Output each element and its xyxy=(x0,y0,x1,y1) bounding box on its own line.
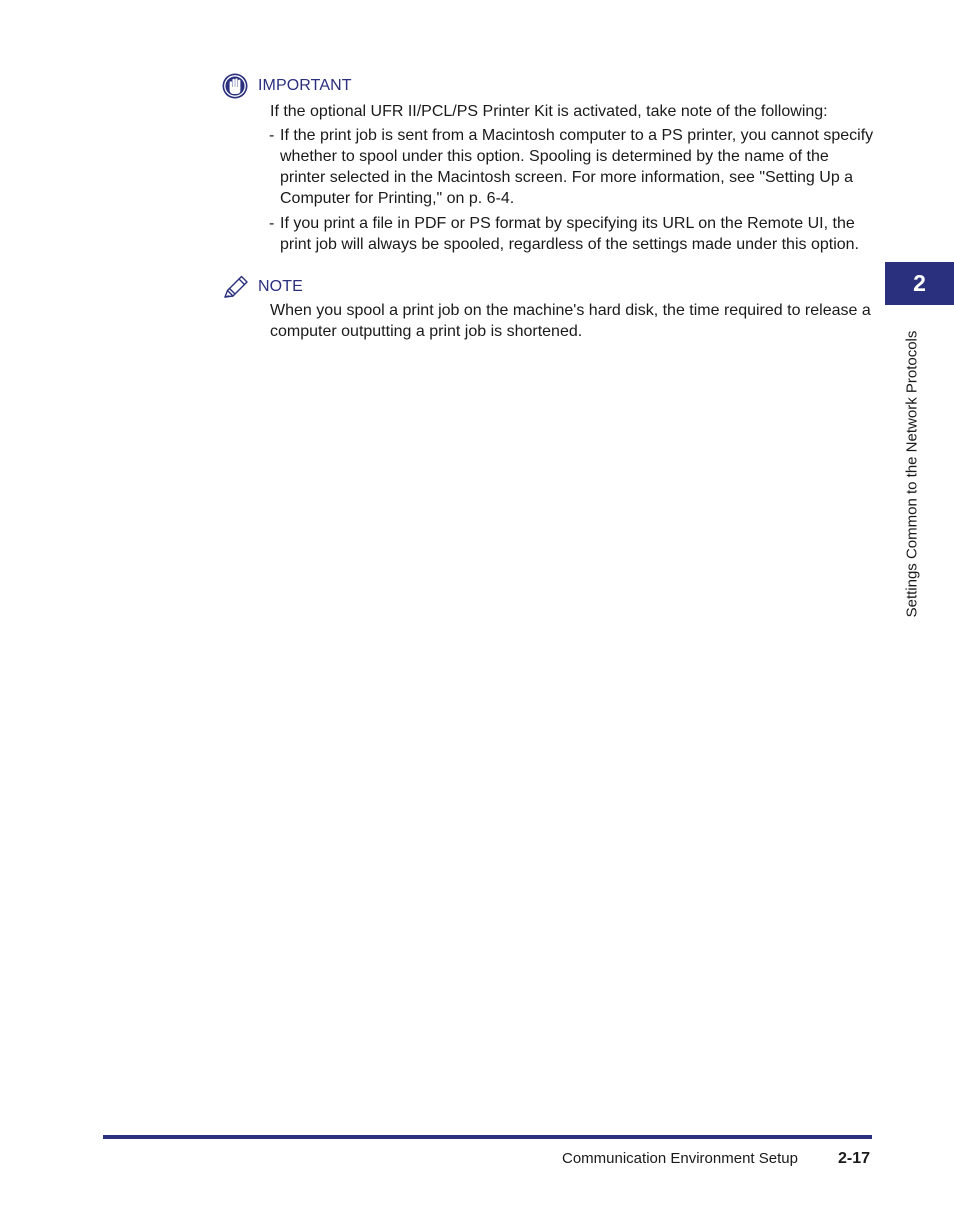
important-heading xyxy=(222,73,352,99)
bullet-text: If the print job is sent from a Macintosh computer to a PS printer, you cannot specify whether to spool under this option. Spooling is determined by the name of the printer selected in the Macintosh screen. For more information, see "Setting Up a Computer for Printing," on p. 6-4. xyxy=(280,127,874,207)
hand-stop-icon xyxy=(222,73,250,99)
bullet-dash: - xyxy=(269,215,275,232)
important-label: IMPORTANT xyxy=(258,77,352,94)
footer-divider xyxy=(103,1135,872,1139)
note-body-text: When you spool a print job on the machine's hard disk, the time required to release a computer outputting a print job is shortened. xyxy=(270,302,871,340)
pencil-icon xyxy=(222,274,250,300)
chapter-tab xyxy=(885,262,954,305)
note-label: NOTE xyxy=(258,278,303,295)
chapter-side-title: Settings Common to the Network Protocols xyxy=(903,330,921,618)
chapter-number: 2 xyxy=(913,270,926,296)
note-heading xyxy=(222,274,303,300)
page-number: 2-17 xyxy=(838,1150,871,1167)
important-intro-text: If the optional UFR II/PCL/PS Printer Kit is activated, take note of the following: xyxy=(270,103,828,120)
footer-section-title: Communication Environment Setup xyxy=(562,1150,798,1167)
important-bullet-item xyxy=(269,125,875,209)
important-bullet-item xyxy=(269,213,875,255)
bullet-text: If you print a file in PDF or PS format by specifying its URL on the Remote UI, the print job will always be spooled, regardless of the settings made under this option. xyxy=(280,215,859,253)
bullet-dash: - xyxy=(269,127,275,144)
